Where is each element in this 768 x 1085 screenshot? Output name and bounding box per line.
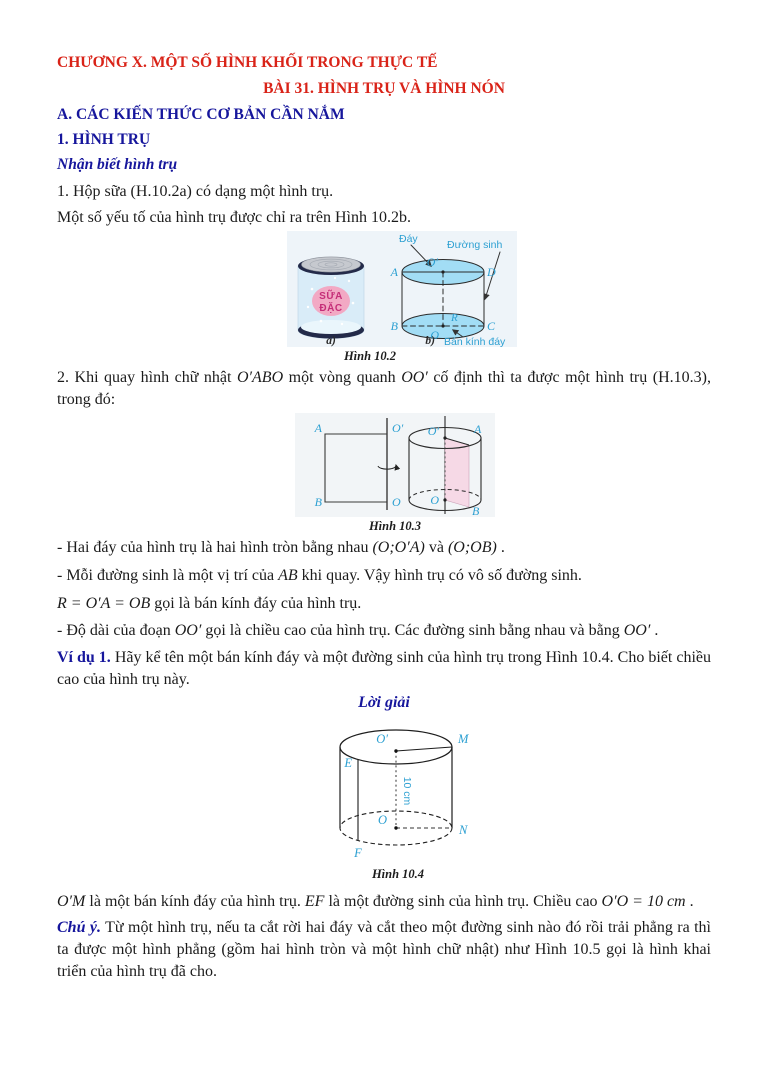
text-run: . (685, 893, 694, 910)
text-run: là một đường sinh của hình trụ. Chiều cao (324, 893, 602, 910)
lesson-heading: BÀI 31. HÌNH TRỤ VÀ HÌNH NÓN (263, 80, 505, 97)
solution-heading: Lời giải (358, 694, 410, 711)
text-run: 2. Khi quay hình chữ nhật (57, 369, 237, 386)
point-O: O (430, 493, 439, 507)
figure-10-2 (57, 231, 711, 363)
math-run: (O;OB) (447, 539, 497, 556)
text-run: . (496, 539, 505, 556)
point-O-prime: O′ (392, 421, 404, 435)
paragraph-rotation (57, 367, 711, 411)
example-1 (57, 647, 711, 691)
note-label: Chú ý. (57, 919, 102, 936)
point-M: M (458, 732, 469, 746)
text-run: một vòng quanh (283, 369, 402, 386)
example-label: Ví dụ 1. (57, 649, 111, 666)
cylinder-diagram (402, 245, 500, 339)
point-O: O (392, 495, 401, 509)
height-measurement-label: 10 cm (401, 776, 413, 806)
figure-10-4-drawing (318, 715, 478, 865)
figure-10-4 (57, 715, 711, 881)
bullet-height (57, 620, 711, 642)
point-O: O (430, 328, 439, 342)
point-B: B (472, 504, 480, 517)
generatrix-annotation: Đường sinh (447, 239, 503, 251)
text-run: cố định thì ta được một hình trụ (H.10.3), trong đó: (57, 369, 711, 408)
bullet-radius (57, 593, 711, 615)
figure-10-3-drawing (295, 413, 495, 517)
math-run: (O;O′A) (372, 539, 425, 556)
text-run: gọi là chiều cao của hình trụ. Các đường sinh bằng nhau và bằng (201, 622, 624, 639)
section-1-heading: 1. HÌNH TRỤ (57, 131, 151, 148)
figure-10-2-drawing (287, 231, 517, 347)
text-run: . (650, 622, 659, 639)
paragraph-elements: Một số yếu tố của hình trụ được chỉ ra trên Hình 10.2b. (57, 209, 411, 226)
base-radius-annotation: Bán kính đáy (444, 336, 506, 347)
point-O: O (377, 813, 387, 827)
math-run: EF (304, 893, 325, 910)
point-F: F (354, 846, 362, 860)
math-run: OO′ (623, 622, 651, 639)
bullet-bases (57, 537, 711, 559)
text-run: khi quay. Vậy hình trụ có vô số đường sinh. (297, 567, 582, 584)
point-C: C (487, 319, 496, 333)
point-B: B (390, 319, 398, 333)
figure-10-4-caption: Hình 10.4 (371, 867, 425, 881)
point-R: R (451, 312, 458, 324)
can-text-sua: SỮA (319, 291, 343, 302)
figure-10-2a-sublabel: a) (326, 335, 336, 347)
chapter-heading: CHƯƠNG X. MỘT SỐ HÌNH KHỐI TRONG THỰC TẾ (57, 54, 438, 71)
math-run: O′M (57, 893, 86, 910)
figure-10-3-caption: Hình 10.3 (368, 519, 422, 533)
math-run: AB (278, 567, 298, 584)
point-B: B (314, 495, 322, 509)
figure-10-2-caption: Hình 10.2 (343, 349, 397, 363)
example-cylinder-diagram (340, 730, 452, 845)
rectangle-diagram (325, 418, 396, 510)
milk-can-illustration (298, 257, 364, 339)
point-O-prime: O′ (376, 732, 388, 746)
text-run: và (424, 539, 448, 556)
point-O-prime: O′ (426, 255, 438, 269)
text-run: là một bán kính đáy của hình trụ. (85, 893, 305, 910)
math-run: O′O = 10 cm (601, 893, 686, 910)
math-run: R = O′A = OB (57, 595, 151, 612)
text-run: Từ một hình trụ, nếu ta cắt rời hai đáy và cắt theo một đường sinh nào đó rồi trải phẳng ra thì ta được một hình phẳng (gồm hai hình tròn và một hình chữ nhật) như Hình 10.5 gọi là hình khai triển của hình trụ đã cho. (57, 919, 711, 980)
math-run: O′ABO (236, 369, 284, 386)
can-text-dac: ĐẶC (319, 303, 343, 314)
math-run: OO′ (174, 622, 202, 639)
point-A: A (314, 421, 322, 435)
paragraph-milk-can: 1. Hộp sữa (H.10.2a) có dạng một hình trụ. (57, 183, 334, 200)
point-N: N (459, 823, 468, 837)
text-run: - Độ dài của đoạn (57, 622, 175, 639)
note-paragraph (57, 917, 711, 983)
solution-text (57, 891, 711, 913)
figure-10-2b-sublabel: b) (425, 335, 435, 347)
text-run: Hãy kể tên một bán kính đáy và một đường sinh của hình trụ trong Hình 10.4. Cho biết chiều cao của hình trụ này. (57, 649, 712, 688)
text-run: gọi là bán kính đáy của hình trụ. (150, 595, 362, 612)
text-run: - Hai đáy của hình trụ là hai hình tròn bằng nhau (57, 539, 373, 556)
point-D: D (487, 265, 496, 279)
swept-cylinder-diagram (409, 416, 481, 514)
point-A: A (390, 265, 398, 279)
subsection-heading: Nhận biết hình trụ (57, 156, 178, 173)
figure-10-3 (57, 413, 711, 533)
bullet-generatrix (57, 565, 711, 587)
base-annotation: Đáy (399, 233, 418, 245)
section-a-heading: A. CÁC KIẾN THỨC CƠ BẢN CẦN NẮM (57, 106, 345, 123)
point-O-prime: O′ (427, 424, 439, 438)
math-run: OO′ (401, 369, 428, 386)
point-A: A (474, 422, 482, 436)
point-E: E (344, 756, 352, 770)
text-run: - Mỗi đường sinh là một vị trí của (57, 567, 279, 584)
